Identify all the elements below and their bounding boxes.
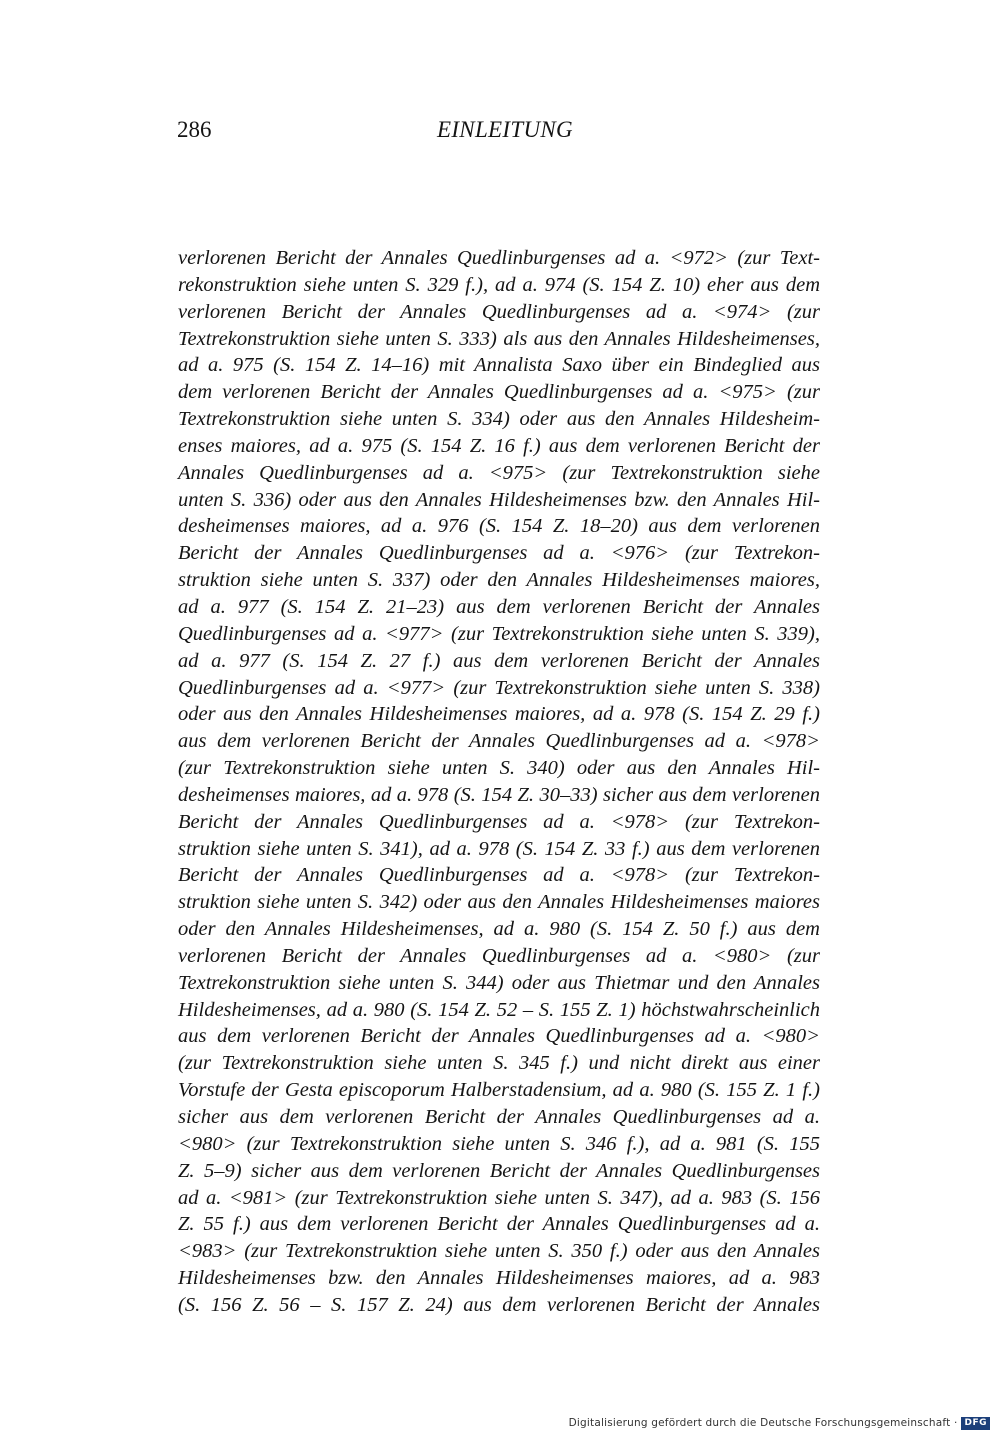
text-line: Bericht der Annales Quedlinburgenses ad a. <978> (zur Textrekon- (178, 864, 820, 887)
text-line: verlorenen Bericht der Annales Quedlinburgenses ad a. <972> (zur Text- (178, 247, 820, 269)
text-line: Hildesheimenses, ad a. 980 (S. 154 Z. 52 – S. 155 Z. 1) höchstwahrscheinlich (178, 998, 820, 1021)
text-line: Z. 55 f.) aus dem verlorenen Bericht der Annales Quedlinburgenses ad a. (178, 1213, 820, 1236)
digitization-credit: Digitalisierung gefördert durch die Deutsche Forschungsgemeinschaft · (568, 1417, 958, 1429)
text-line: (zur Textrekonstruktion siehe unten S. 340) oder aus den Annales Hil- (178, 757, 820, 780)
text-line: verlorenen Bericht der Annales Quedlinburgenses ad a. <980> (zur (178, 944, 820, 967)
text-line: Bericht der Annales Quedlinburgenses ad a. <976> (zur Textrekon- (178, 542, 820, 565)
text-line: (zur Textrekonstruktion siehe unten S. 345 f.) und nicht direkt aus einer (178, 1052, 820, 1075)
running-title: EINLEITUNG (437, 117, 573, 142)
text-line: Quedlinburgenses ad a. <977> (zur Textrekonstruktion siehe unten S. 338) (178, 676, 820, 699)
text-line: ad a. 977 (S. 154 Z. 21–23) aus dem verlorenen Bericht der Annales (178, 595, 820, 618)
text-line: (S. 156 Z. 56 – S. 157 Z. 24) aus dem verlorenen Bericht der Annales (178, 1293, 820, 1316)
text-line: sicher aus dem verlorenen Bericht der Annales Quedlinburgenses ad a. (178, 1106, 820, 1128)
text-line: ad a. 975 (S. 154 Z. 14–16) mit Annalista Saxo über ein Bindeglied aus (178, 354, 820, 377)
text-line: aus dem verlorenen Bericht der Annales Quedlinburgenses ad a. <978> (178, 730, 820, 753)
text-line: Quedlinburgenses ad a. <977> (zur Textrekonstruktion siehe unten S. 339), (178, 622, 820, 645)
digitization-footer (569, 1415, 990, 1431)
body-text (178, 245, 820, 1319)
text-line: Bericht der Annales Quedlinburgenses ad a. <978> (zur Textrekon- (178, 810, 820, 833)
text-line: <983> (zur Textrekonstruktion siehe unten S. 350 f.) oder aus den Annales (178, 1240, 820, 1263)
text-line: Textrekonstruktion siehe unten S. 344) oder aus Thietmar und den Annales (178, 971, 820, 994)
text-line: verlorenen Bericht der Annales Quedlinburgenses ad a. <974> (zur (178, 300, 820, 323)
text-line: ad a. <981> (zur Textrekonstruktion siehe unten S. 347), ad a. 983 (S. 156 (178, 1186, 820, 1209)
text-line: Textrekonstruktion siehe unten S. 334) oder aus den Annales Hildesheim- (178, 408, 820, 431)
text-line: aus dem verlorenen Bericht der Annales Quedlinburgenses ad a. <980> (178, 1025, 820, 1048)
text-line: desheimenses maiores, ad a. 976 (S. 154 Z. 18–20) aus dem verlorenen (178, 515, 820, 538)
text-line: Textrekonstruktion siehe unten S. 333) als aus den Annales Hildesheimenses, (178, 327, 820, 350)
text-line: Annales Quedlinburgenses ad a. <975> (zur Textrekonstruktion siehe (178, 461, 820, 484)
text-line: ad a. 977 (S. 154 Z. 27 f.) aus dem verlorenen Bericht der Annales (178, 649, 820, 672)
text-line: Z. 5–9) sicher aus dem verlorenen Bericht der Annales Quedlinburgenses (178, 1159, 820, 1182)
text-line: oder aus den Annales Hildesheimenses maiores, ad a. 978 (S. 154 Z. 29 f.) (178, 703, 820, 726)
text-line: struktion siehe unten S. 342) oder aus den Annales Hildesheimenses maiores (178, 891, 820, 914)
text-line: enses maiores, ad a. 975 (S. 154 Z. 16 f.) aus dem verlorenen Bericht der (178, 434, 820, 457)
text-line: dem verlorenen Bericht der Annales Quedlinburgenses ad a. <975> (zur (178, 381, 820, 404)
text-line: desheimenses maiores, ad a. 978 (S. 154 Z. 30–33) sicher aus dem verlorenen (178, 783, 820, 806)
page-number: 286 (177, 117, 212, 142)
text-line: unten S. 336) oder aus den Annales Hildesheimenses bzw. den Annales Hil- (178, 488, 820, 511)
text-line: oder den Annales Hildesheimenses, ad a. 980 (S. 154 Z. 50 f.) aus dem (178, 918, 820, 941)
text-line: Hildesheimenses bzw. den Annales Hildesheimenses maiores, ad a. 983 (178, 1267, 820, 1290)
text-line: Vorstufe der Gesta episcoporum Halberstadensium, ad a. 980 (S. 155 Z. 1 f.) (178, 1079, 820, 1102)
text-line: struktion siehe unten S. 341), ad a. 978 (S. 154 Z. 33 f.) aus dem verlorenen (178, 837, 820, 860)
text-line: <980> (zur Textrekonstruktion siehe unten S. 346 f.), ad a. 981 (S. 155 (178, 1132, 820, 1155)
text-line: rekonstruktion siehe unten S. 329 f.), ad a. 974 (S. 154 Z. 10) eher aus dem (178, 273, 820, 296)
dfg-logo: DFG (961, 1417, 990, 1430)
text-line: struktion siehe unten S. 337) oder den Annales Hildesheimenses maiores, (178, 569, 820, 592)
